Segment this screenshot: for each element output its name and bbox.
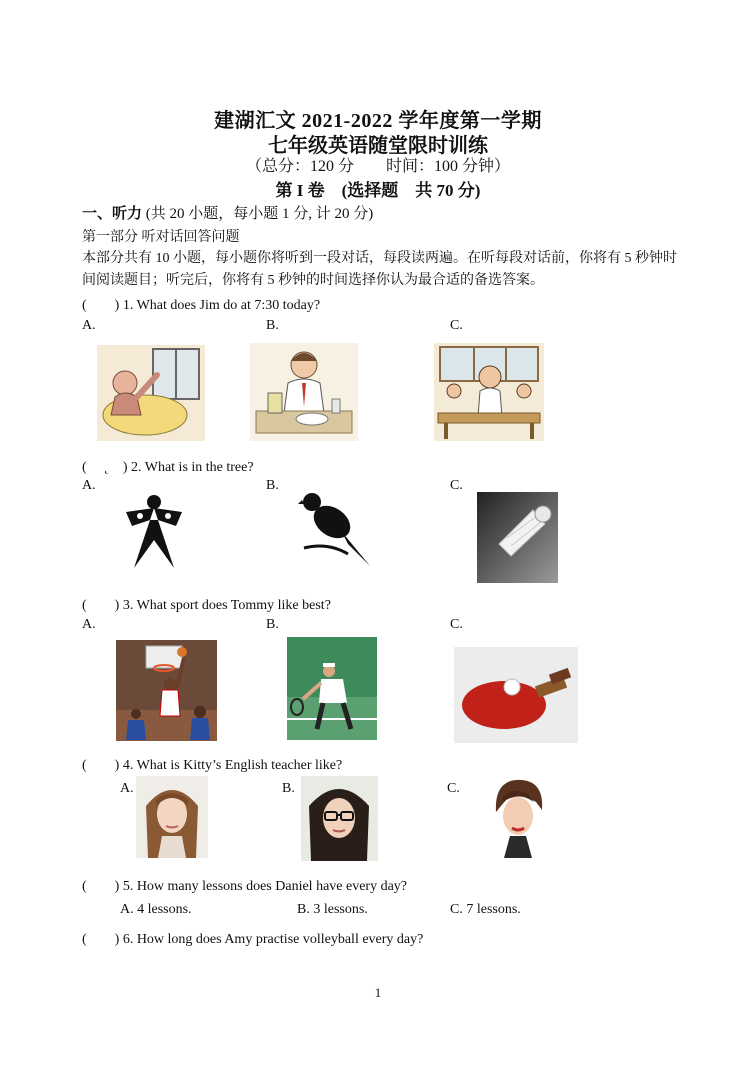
q1-image-c-classroom [434, 343, 544, 441]
q1-image-a-waking-up [97, 345, 205, 441]
q5-option-a: A. 4 lessons. [120, 902, 192, 917]
q2-image-a-kite [122, 490, 186, 570]
q3-image-a-basketball [116, 640, 217, 741]
q1-option-b: B. [266, 318, 279, 333]
q2-image-b-bird [298, 488, 374, 568]
q4-image-b-glasses [301, 776, 378, 861]
page-number: 1 [374, 985, 382, 1000]
section-heading [82, 202, 373, 223]
q3-image-c-ping-pong [454, 647, 578, 743]
question-5: ( ) 5. How many lessons does Daniel have every day? [82, 879, 408, 894]
q3-option-c: C. [450, 617, 463, 632]
title-line2: 七年级英语随堂限时训练 [268, 135, 488, 157]
section-note: (共 20 小题，每小题 1 分, 计 20 分) [145, 206, 374, 222]
q5-option-c: C. 7 lessons. [450, 902, 521, 917]
part-title: 第一部分 听对话回答问题 [82, 230, 240, 245]
q1-image-b-breakfast [250, 343, 358, 441]
q2-option-b: B. [266, 478, 279, 493]
question-6: ( ) 6. How long does Amy practise volleyball every day? [82, 932, 424, 947]
q2-image-c-shuttlecock [477, 492, 558, 583]
q3-option-a: A. [82, 617, 96, 632]
q2-option-a: A. [82, 478, 96, 493]
q4-option-a: A. [120, 781, 134, 796]
q4-option-b: B. [282, 781, 295, 796]
question-1: ( ) 1. What does Jim do at 7:30 today? [82, 298, 321, 313]
score-time: （总分：120 分 时间：100 分钟） [245, 158, 510, 175]
q3-image-b-tennis [287, 637, 377, 740]
q4-option-c: C. [447, 781, 460, 796]
section-title: 一、听力 [82, 204, 143, 222]
q1-option-a: A. [82, 318, 96, 333]
title-line1: 建湖汇文 2021-2022 学年度第一学期 [214, 110, 542, 132]
question-2: ( ˛ ) 2. What is in the tree? [82, 460, 254, 475]
q3-option-b: B. [266, 617, 279, 632]
instructions: 本部分共有 10 小题，每小题你将听到一段对话，每段读两遍。在听每段对话前，你将有 5 秒钟时间阅读题目；听完后，你将有 5 秒钟的时间选择你认为最合适的备选答案。 [82, 251, 677, 288]
q2-option-c: C. [450, 478, 463, 493]
volume-heading: 第 I 卷 (选择题 共 70 分) [275, 181, 481, 200]
q4-image-a-long-hair [136, 776, 208, 858]
q4-image-c-short-hair [482, 772, 552, 858]
q5-option-b: B. 3 lessons. [297, 902, 368, 917]
question-3: ( ) 3. What sport does Tommy like best? [82, 598, 331, 613]
question-4: ( ) 4. What is Kitty’s English teacher like? [82, 758, 343, 773]
q1-option-c: C. [450, 318, 463, 333]
